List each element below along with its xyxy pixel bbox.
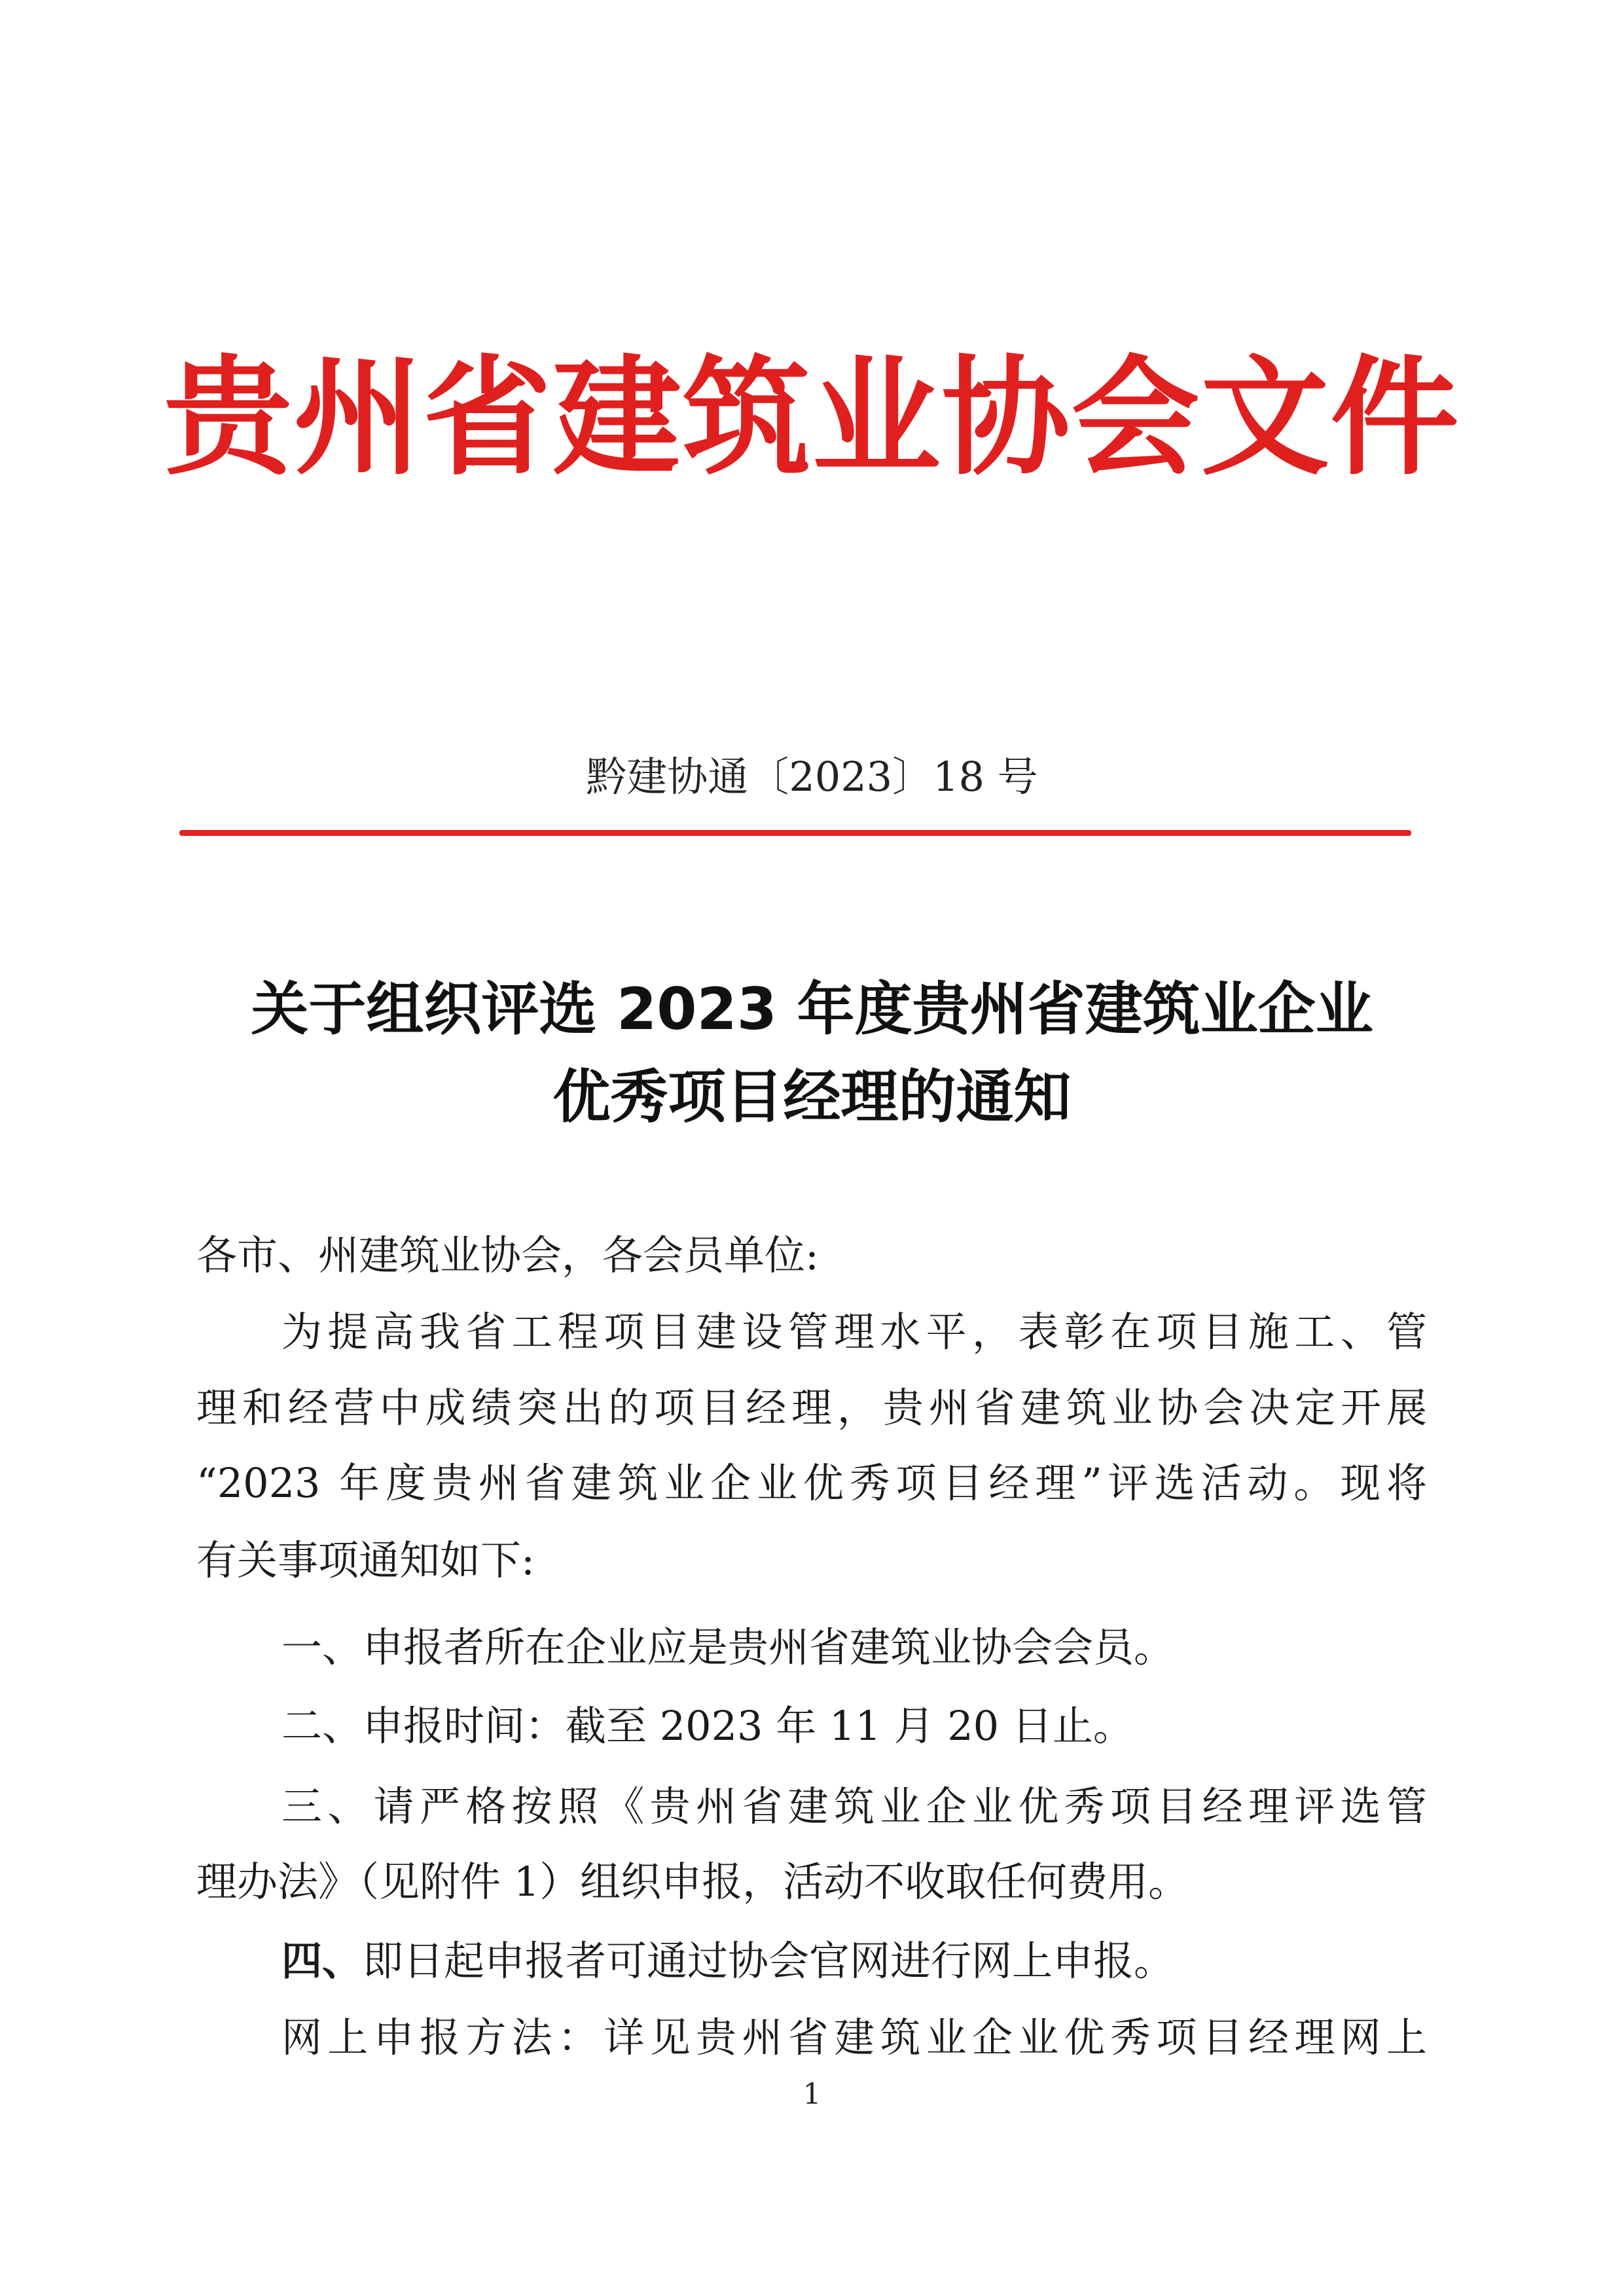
document-number: 黔建协通〔2023〕18 号 [586, 753, 1038, 801]
intro-line-3: “2023 年度贵州省建筑业企业优秀项目经理”评选活动。现将 [196, 1459, 1427, 1507]
intro-line-1: 为提高我省工程项目建设管理水平，表彰在项目施工、管 [281, 1308, 1427, 1356]
notice-title-line-2: 优秀项目经理的通知 [552, 1063, 1072, 1130]
notice-title-line-1: 关于组织评选 2023 年度贵州省建筑业企业 [251, 975, 1373, 1043]
item-2: 二、申报时间：截至 2023 年 11 月 20 日止。 [281, 1702, 1134, 1750]
item-1: 一、申报者所在企业应是贵州省建筑业协会会员。 [281, 1623, 1175, 1671]
page-number: 1 [803, 2078, 821, 2111]
item-4-number: 四、 [281, 1937, 363, 1985]
intro-line-4: 有关事项通知如下: [196, 1536, 535, 1584]
red-divider [179, 830, 1411, 836]
intro-line-2: 理和经营中成绩突出的项目经理，贵州省建筑业协会决定开展 [196, 1384, 1427, 1432]
online-method-line: 网上申报方法：详见贵州省建筑业企业优秀项目经理网上 [281, 2014, 1427, 2061]
item-3-line-1: 三、请严格按照《贵州省建筑业企业优秀项目经理评选管 [281, 1782, 1427, 1830]
item-4-text: 即日起申报者可通过协会官网进行网上申报。 [363, 1937, 1175, 1985]
salutation: 各市、州建筑业协会，各会员单位: [196, 1231, 819, 1279]
item-4 [281, 1937, 1427, 1985]
masthead-title: 贵州省建筑业协会文件 [164, 342, 1460, 493]
item-3-line-2: 理办法》（见附件 1）组织申报，活动不收取任何费用。 [196, 1858, 1189, 1906]
